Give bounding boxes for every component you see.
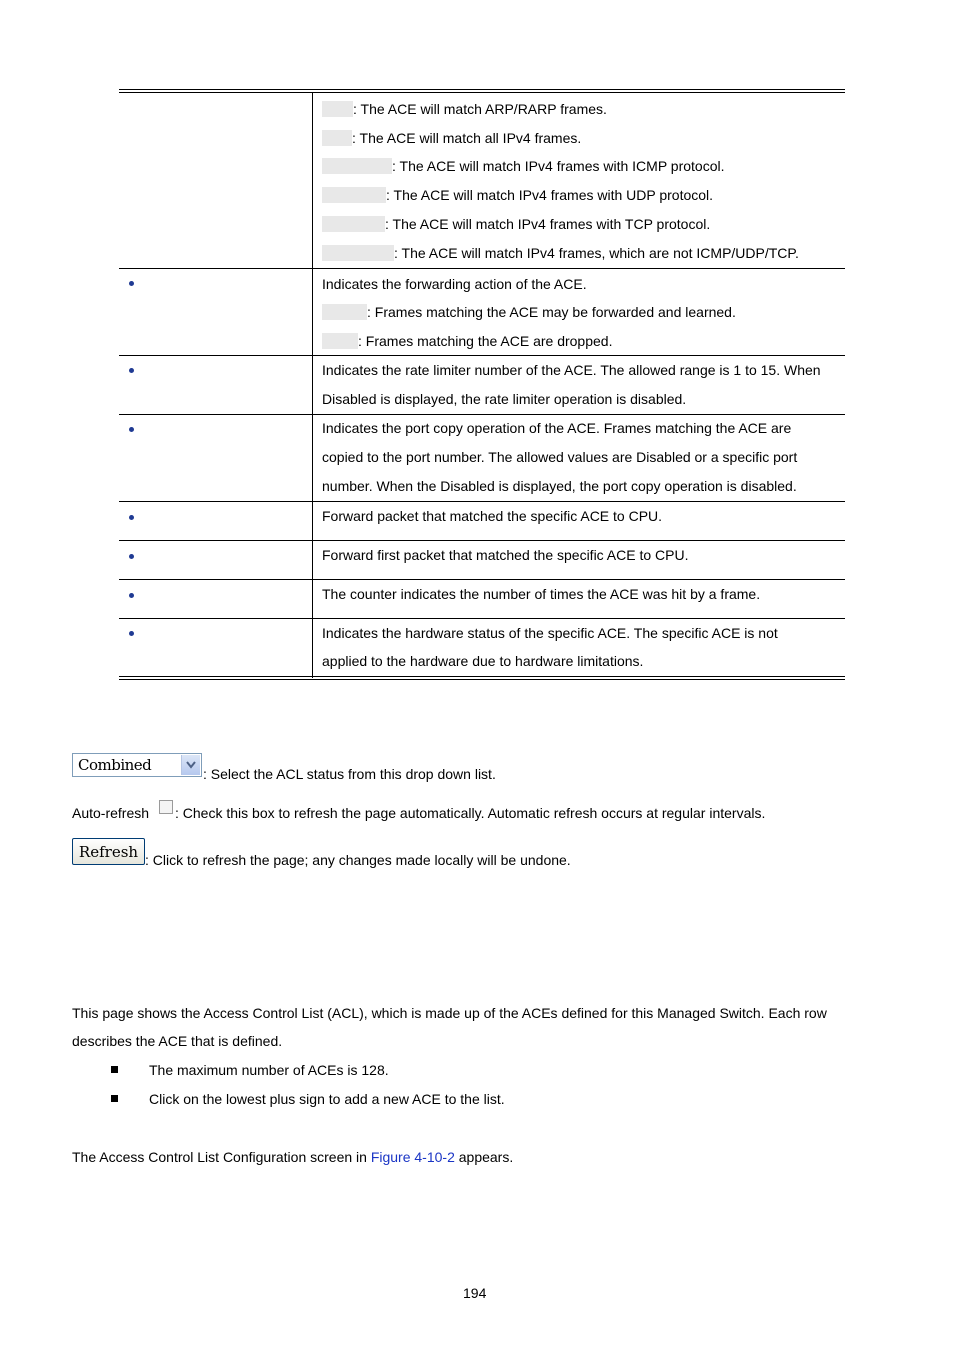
rate-limiter-line: Indicates the rate limiter number of the ACE. The allowed range is 1 to 15. When bbox=[322, 362, 821, 378]
frame-type-ipv4-text: : The ACE will match all IPv4 frames. bbox=[352, 130, 582, 146]
port-copy-line: Indicates the port copy operation of the ACE. Frames matching the ACE are bbox=[322, 420, 792, 436]
autorefresh-label: Auto-refresh bbox=[72, 805, 150, 821]
keyword-highlight bbox=[322, 304, 367, 320]
table-row-rate-limiter bbox=[119, 356, 845, 415]
row-bullet bbox=[129, 593, 134, 598]
chevron-down-icon[interactable] bbox=[181, 755, 200, 775]
conflict-line: Indicates the hardware status of the specific ACE. The specific ACE is not bbox=[322, 625, 778, 641]
keyword-highlight bbox=[322, 158, 392, 174]
figure-reference bbox=[72, 1149, 513, 1165]
port-copy-line: copied to the port number. The allowed values are Disabled or a specific port bbox=[322, 449, 798, 465]
keyword-highlight bbox=[322, 101, 353, 117]
conflict-line: applied to the hardware due to hardware limitations. bbox=[322, 653, 644, 669]
row-bullet bbox=[129, 281, 134, 286]
keyword-highlight bbox=[322, 187, 386, 203]
table-row-conflict bbox=[119, 619, 845, 676]
rate-limiter-line: Disabled is displayed, the rate limiter operation is disabled. bbox=[322, 391, 687, 407]
refresh-button[interactable]: Refresh bbox=[72, 838, 145, 865]
frame-type-line bbox=[322, 187, 713, 203]
action-deny-line bbox=[322, 333, 612, 349]
autorefresh-checkbox[interactable] bbox=[159, 800, 173, 814]
intro-line: describes the ACE that is defined. bbox=[72, 1033, 283, 1049]
row-bullet bbox=[129, 427, 134, 432]
figure-link[interactable]: Figure 4-10-2 bbox=[370, 1149, 455, 1165]
bullet-item: Click on the lowest plus sign to add a new ACE to the list. bbox=[149, 1091, 505, 1107]
row-bullet bbox=[129, 515, 134, 520]
table-row-frame-type bbox=[119, 93, 845, 269]
intro-line: This page shows the Access Control List (ACL), which is made up of the ACEs defined for this Managed Switch. Each row bbox=[72, 1005, 827, 1021]
square-bullet-icon bbox=[111, 1095, 118, 1102]
cpu-desc: Forward packet that matched the specific ACE to CPU. bbox=[322, 508, 663, 524]
action-permit-text: : Frames matching the ACE may be forwarded and learned. bbox=[367, 304, 736, 320]
frame-type-arp-text: : The ACE will match ARP/RARP frames. bbox=[353, 101, 607, 117]
action-deny-text: : Frames matching the ACE are dropped. bbox=[358, 333, 613, 349]
cpu-once-desc: Forward first packet that matched the specific ACE to CPU. bbox=[322, 547, 689, 563]
figure-reference-post: appears. bbox=[454, 1149, 514, 1165]
keyword-highlight bbox=[322, 245, 394, 261]
refresh-description: : Click to refresh the page; any changes made locally will be undone. bbox=[145, 852, 571, 868]
row-bullet bbox=[129, 368, 134, 373]
action-permit-line bbox=[322, 304, 736, 320]
counter-desc: The counter indicates the number of times the ACE was hit by a frame. bbox=[322, 586, 761, 602]
page-number: 194 bbox=[463, 1285, 487, 1301]
row-bullet bbox=[129, 554, 134, 559]
select-description: : Select the ACL status from this drop down list. bbox=[203, 766, 496, 782]
table-row-cpu-once bbox=[119, 541, 845, 580]
port-copy-line: number. When the Disabled is displayed, the port copy operation is disabled. bbox=[322, 478, 797, 494]
frame-type-udp-text: : The ACE will match IPv4 frames with UDP protocol. bbox=[386, 187, 714, 203]
action-desc: Indicates the forwarding action of the ACE. bbox=[322, 276, 587, 292]
frame-type-line bbox=[322, 130, 581, 146]
autorefresh-description: : Check this box to refresh the page automatically. Automatic refresh occurs at regular intervals. bbox=[175, 805, 766, 821]
frame-type-tcp-text: : The ACE will match IPv4 frames with TCP protocol. bbox=[385, 216, 711, 232]
frame-type-line bbox=[322, 245, 799, 261]
bullet-item: The maximum number of ACEs is 128. bbox=[149, 1062, 389, 1078]
keyword-highlight bbox=[322, 216, 385, 232]
frame-type-line bbox=[322, 158, 725, 174]
row-bullet bbox=[129, 631, 134, 636]
table-row-cpu bbox=[119, 502, 845, 541]
select-value: Combined bbox=[78, 756, 152, 774]
frame-type-other-text: : The ACE will match IPv4 frames, which are not ICMP/UDP/TCP. bbox=[394, 245, 799, 261]
frame-type-line bbox=[322, 101, 607, 117]
figure-reference-pre: The Access Control List Configuration screen in bbox=[72, 1149, 371, 1165]
keyword-highlight bbox=[322, 130, 352, 146]
frame-type-icmp-text: : The ACE will match IPv4 frames with ICMP protocol. bbox=[392, 158, 725, 174]
table-row-counter bbox=[119, 580, 845, 619]
table-row-port-copy bbox=[119, 415, 845, 502]
table-bottom-rule bbox=[119, 676, 845, 680]
frame-type-line bbox=[322, 216, 710, 232]
square-bullet-icon bbox=[111, 1066, 118, 1073]
table-row-action bbox=[119, 269, 845, 356]
acl-status-select[interactable] bbox=[72, 753, 202, 777]
keyword-highlight bbox=[322, 333, 358, 349]
